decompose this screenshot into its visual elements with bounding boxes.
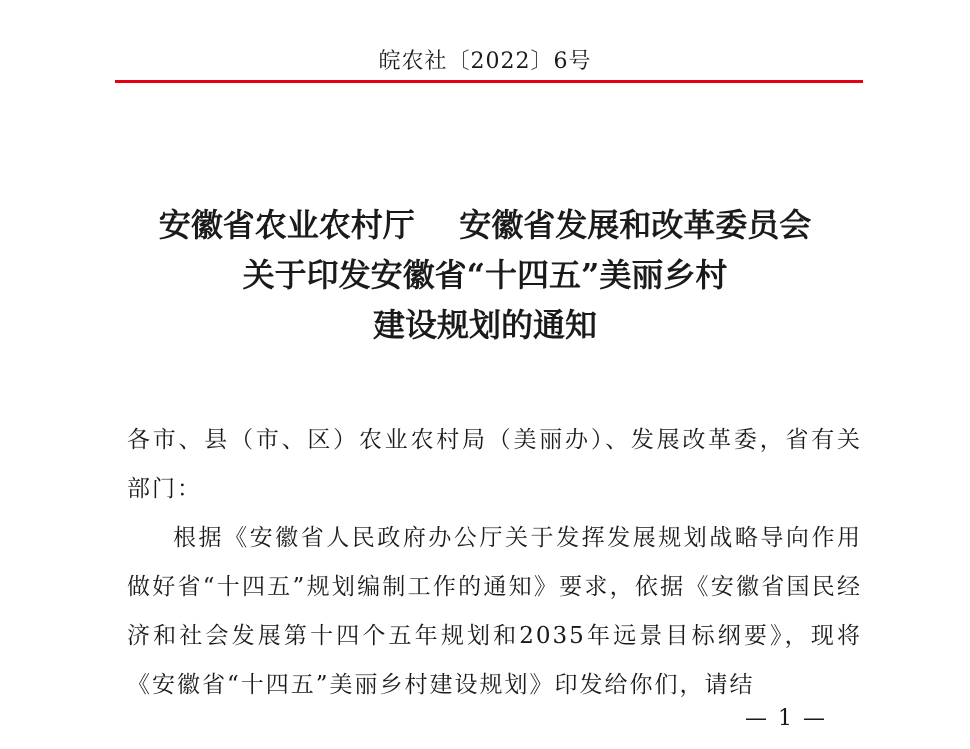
document-title (0, 200, 970, 350)
document-number: 皖农社〔2022〕6号 (378, 49, 592, 74)
title-line-3: 建设规划的通知 (372, 306, 597, 344)
recipients-paragraph: 各市、县（市、区）农业农村局（美丽办）、发展改革委，省有关部门： (127, 427, 862, 502)
title-line-1: 安徽省农业农村厅 安徽省发展和改革委员会 (158, 206, 812, 244)
document-body (127, 416, 862, 710)
title-line-2: 关于印发安徽省“十四五”美丽乡村 (242, 256, 728, 294)
red-header-rule (115, 80, 863, 83)
body-paragraph: 根据《安徽省人民政府办公厅关于发挥发展规划战略导向作用做好省“十四五”规划编制工作的通知》要求，依据《安徽省国民经济和社会发展第十四个五年规划和2035年远景目标纲要》，现将《安徽省“十四五”美丽乡村建设规划》印发给你们，请结 (127, 525, 862, 698)
page-number: — 1 — (745, 706, 827, 731)
